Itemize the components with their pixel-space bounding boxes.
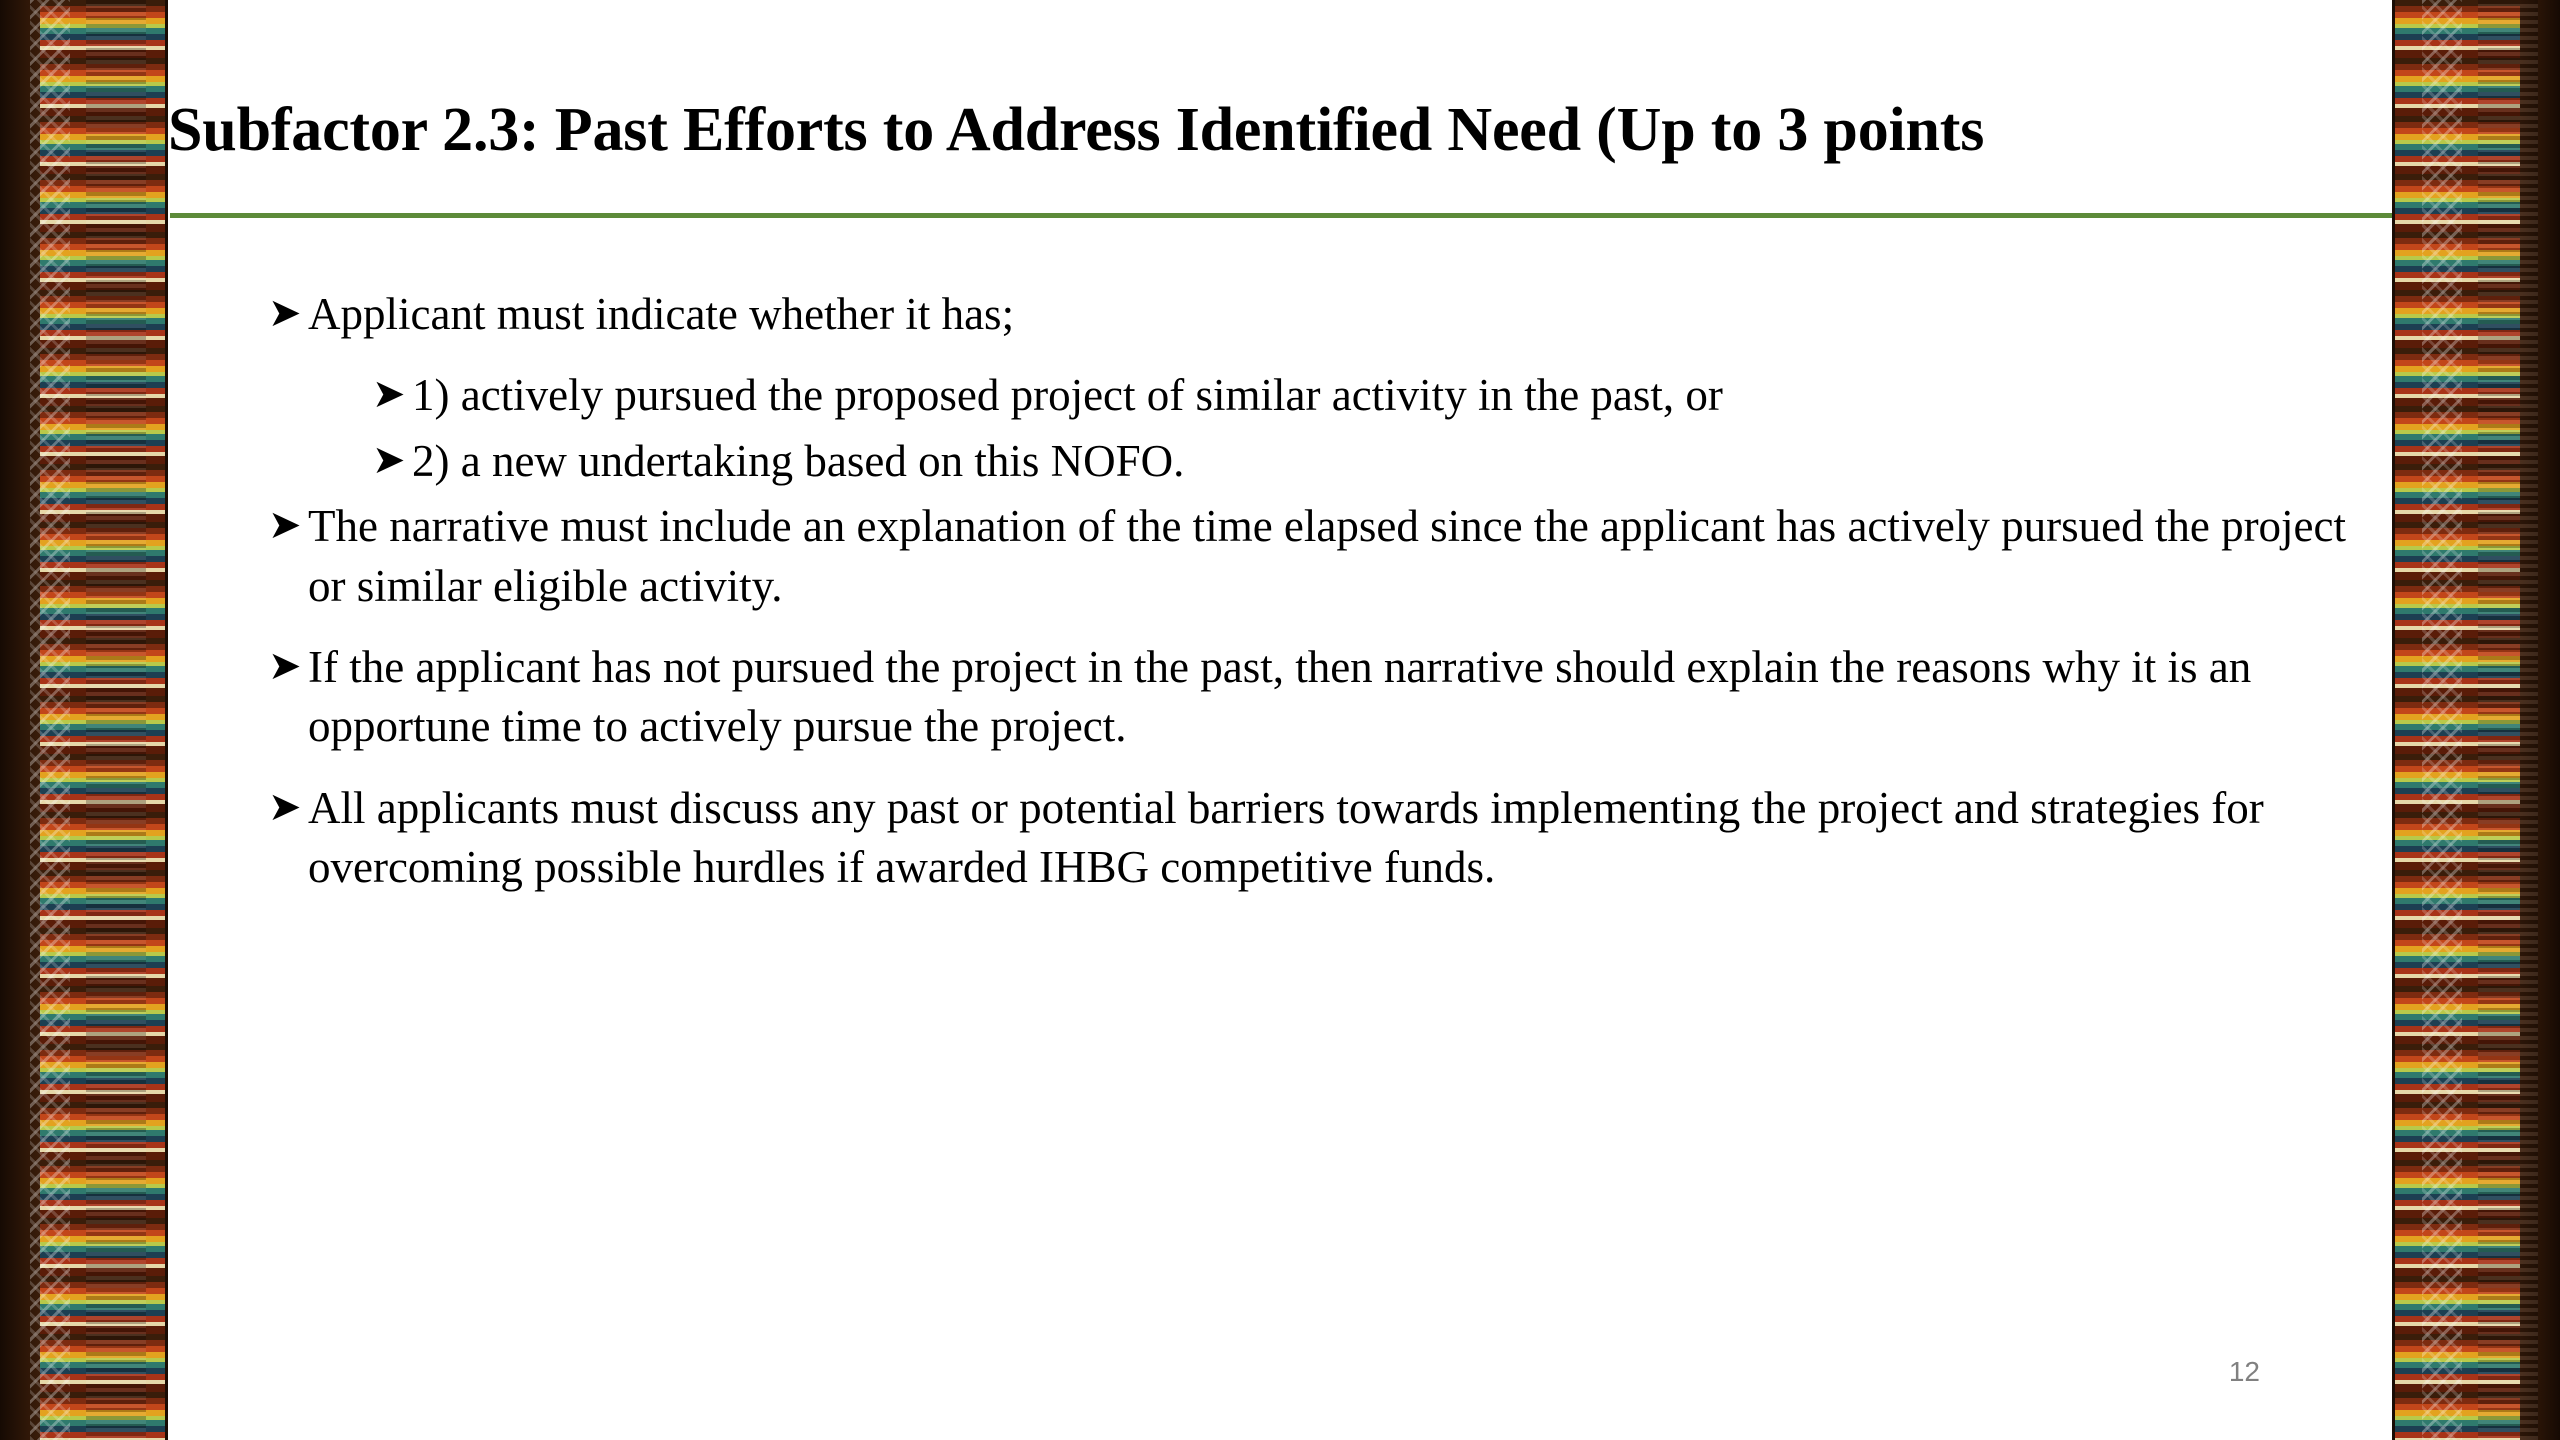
list-item: [372, 366, 2368, 425]
list-item: [268, 285, 2368, 344]
list-item-text: The narrative must include an explanation of the time elapsed since the applicant has actively pursued the project or similar eligible activity.: [308, 501, 2347, 611]
list-item-text: 2) a new undertaking based on this NOFO.: [412, 435, 1185, 486]
bullet-arrow-icon: ➤: [372, 436, 406, 482]
bullet-arrow-icon: ➤: [268, 783, 302, 829]
bullet-arrow-icon: ➤: [372, 371, 406, 417]
page-title: Subfactor 2.3: Past Efforts to Address Identified Need (Up to 3 points: [168, 96, 1985, 164]
bullet-arrow-icon: ➤: [268, 290, 302, 335]
page-number: 12: [2228, 1356, 2260, 1387]
border-diamond-pattern-right: [2478, 0, 2538, 1440]
border-chevron-pattern-left: [30, 0, 70, 1440]
list-item-text: Applicant must indicate whether it has;: [308, 289, 1015, 339]
border-chevron-pattern-right: [2422, 0, 2462, 1440]
list-item: [372, 432, 2368, 491]
bullet-arrow-icon: ➤: [268, 502, 302, 548]
list-item-text: If the applicant has not pursued the project in the past, then narrative should explain the reasons why it is an opportune time to actively pursue the project.: [308, 641, 2252, 752]
list-item: [268, 497, 2368, 616]
decorative-border-left: [0, 0, 168, 1440]
title-underline-rule: [170, 213, 2392, 218]
list-item: [268, 779, 2368, 898]
border-diamond-pattern-left: [86, 0, 146, 1440]
list-item: [268, 638, 2368, 757]
slide-content: [168, 0, 2392, 1440]
bullet-list: [268, 285, 2368, 920]
decorative-border-right: [2392, 0, 2560, 1440]
border-edge-line-right: [2392, 0, 2395, 1440]
list-item-text: 1) actively pursued the proposed project of similar activity in the past, or: [412, 370, 1723, 421]
list-item-text: All applicants must discuss any past or potential barriers towards implementing the project and strategies for overcoming possible hurdles if awarded IHBG competitive funds.: [308, 782, 2264, 893]
bullet-arrow-icon: ➤: [268, 642, 302, 688]
